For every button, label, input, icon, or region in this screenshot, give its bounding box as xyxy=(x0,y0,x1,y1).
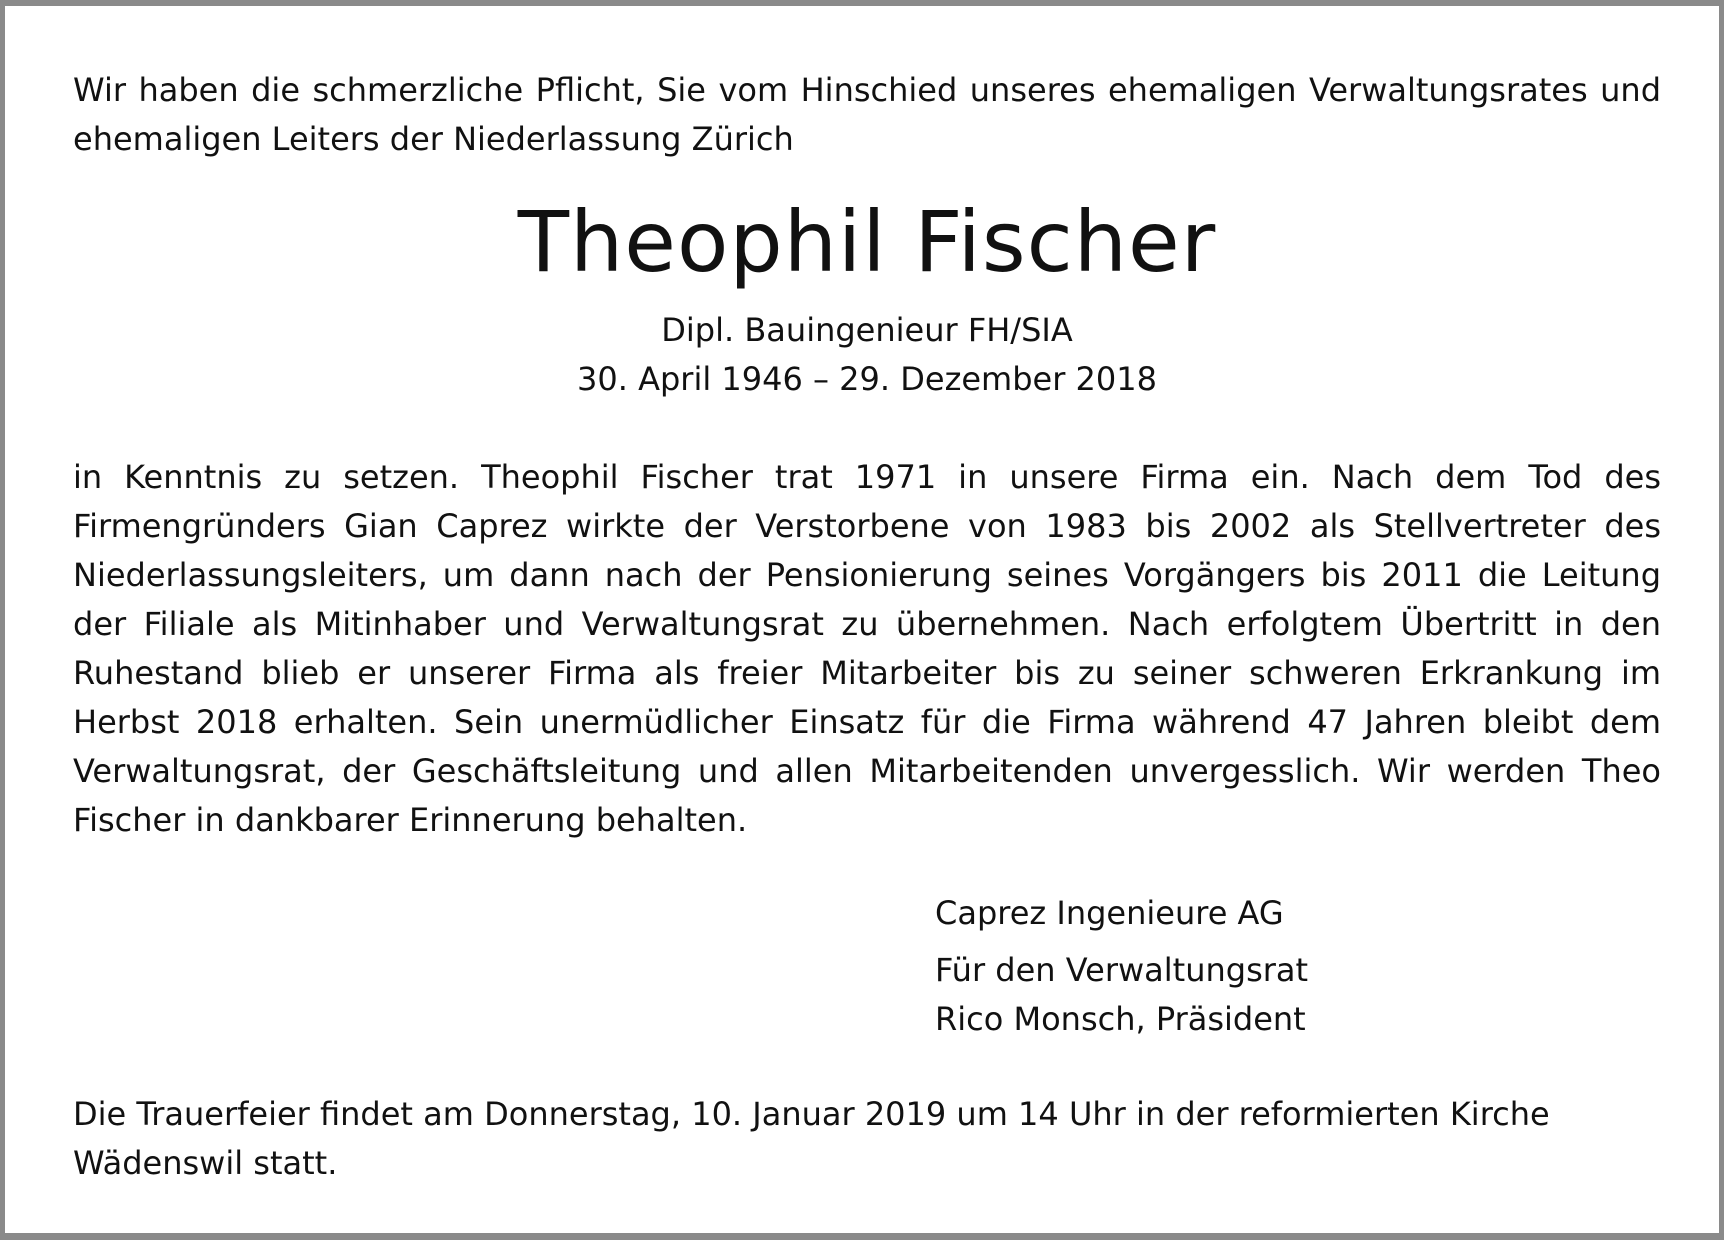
intro-paragraph: Wir haben die schmerzliche Pflicht, Sie vom Hinschied unseres ehemaligen Verwaltungsrates und ehemaligen Leiters der Niederlassung Zürich xyxy=(73,71,1661,158)
signature-signer: Rico Monsch, Präsident xyxy=(935,1000,1306,1038)
body-paragraph: in Kenntnis zu setzen. Theophil Fischer trat 1971 in unsere Firma ein. Nach dem Tod des Firmengründers Gian Caprez wirkte der Verstorbene von 1983 bis 2002 als Stellvertreter des Niederlassungsleiters, um dann nach der Pensionierung seines Vorgängers bis 2011 die Leitung der Filiale als Mitinhaber und Verwaltungsrat zu übernehmen. Nach erfolgtem Übertritt in den Ruhestand blieb er unserer Firma als freier Mitarbeiter bis zu seiner schweren Erkrankung im Herbst 2018 erhalten. Sein unermüdlicher Einsatz für die Firma während 47 Jahren bleibt dem Verwaltungsrat, der Geschäftsleitung und allen Mitarbeitenden unvergesslich. Wir werden Theo Fischer in dankbarer Erinnerung behalten. xyxy=(73,458,1661,839)
deceased-details xyxy=(73,306,1661,404)
funeral-information: Die Trauerfeier findet am Donnerstag, 10. Januar 2019 um 14 Uhr in der reformierten Kirche Wädenswil statt. xyxy=(73,1095,1550,1182)
deceased-name: Theophil Fischer xyxy=(517,193,1217,291)
signature-on-behalf: Für den Verwaltungsrat xyxy=(935,951,1309,989)
signature-organization: Caprez Ingenieure AG xyxy=(935,894,1284,932)
signature-block xyxy=(935,889,1635,1044)
life-dates: 30. April 1946 – 29. Dezember 2018 xyxy=(577,360,1157,398)
professional-title: Dipl. Bauingenieur FH/SIA xyxy=(661,311,1073,349)
